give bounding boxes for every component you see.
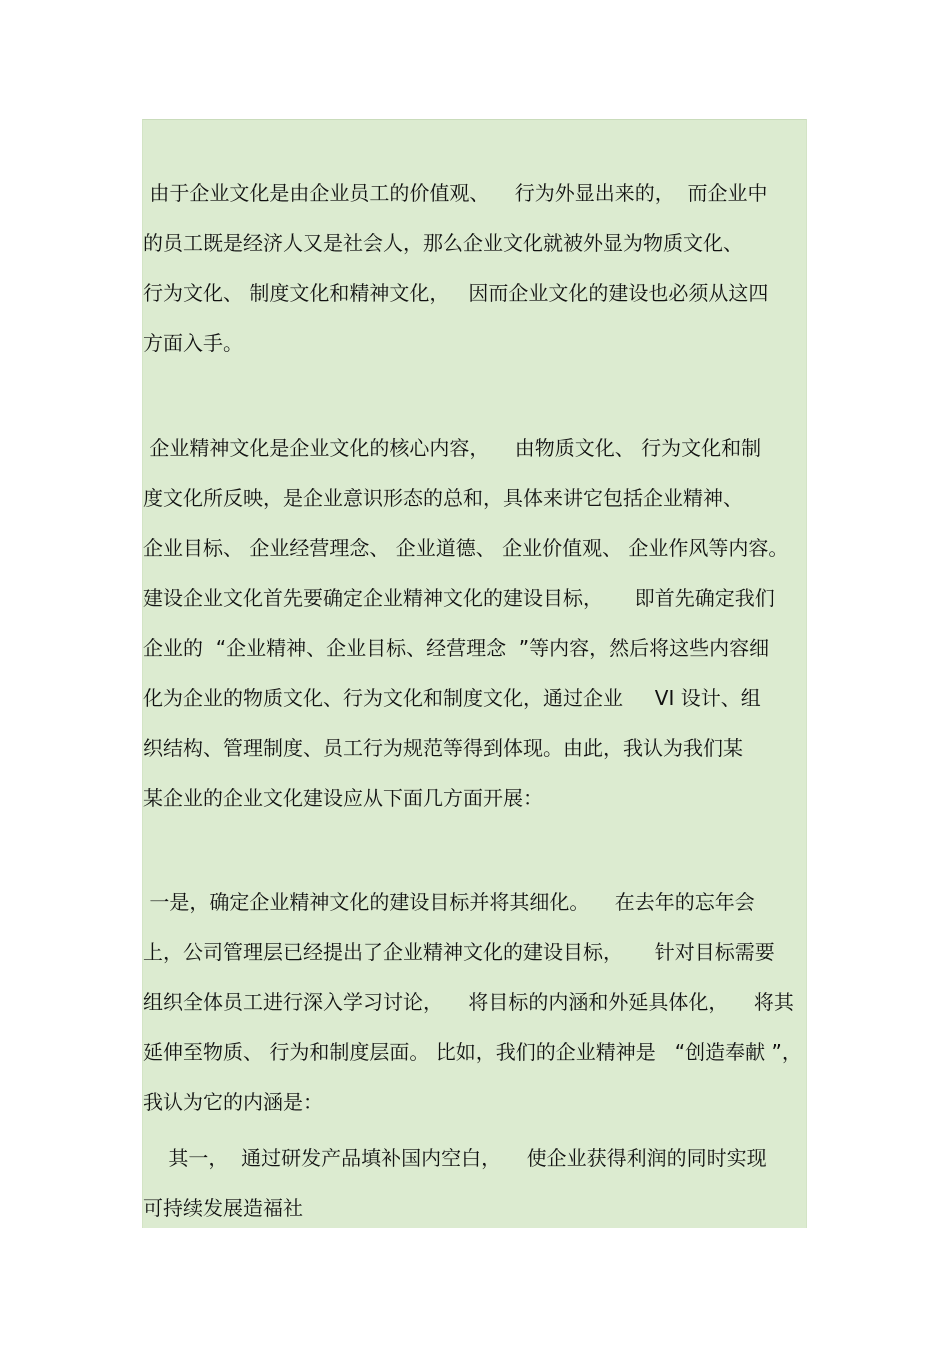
- text-line: 我认为它的内涵是：: [143, 1090, 323, 1114]
- text-line: 组织全体员工进行深入学习讨论， 将目标的内涵和外延具体化， 将其: [143, 990, 794, 1014]
- text-line: 企业的 “企业精神、企业目标、经营理念 ”等内容，然后将这些内容细: [143, 636, 770, 660]
- text-line: 织结构、管理制度、员工行为规范等得到体现。由此，我认为我们某: [143, 736, 743, 760]
- text-line: 的员工既是经济人又是社会人，那么企业文化就被外显为物质文化、: [143, 231, 743, 255]
- text-line: 方面入手。: [143, 331, 243, 355]
- text-line: 可持续发展造福社: [143, 1196, 303, 1220]
- text-line: 某企业的企业文化建设应从下面几方面开展：: [143, 786, 543, 810]
- text-line: 上，公司管理层已经提出了企业精神文化的建设目标， 针对目标需要: [143, 940, 775, 964]
- text-line: 度文化所反映，是企业意识形态的总和，具体来讲它包括企业精神、: [143, 486, 743, 510]
- text-line: 其一， 通过研发产品填补国内空白， 使企业获得利润的同时实现: [143, 1146, 767, 1170]
- text-line: 建设企业文化首先要确定企业精神文化的建设目标， 即首先确定我们: [143, 586, 775, 610]
- text-line: 延伸至物质、 行为和制度层面。 比如，我们的企业精神是 “创造奉献 ”，: [143, 1040, 802, 1064]
- text-line: 一是，确定企业精神文化的建设目标并将其细化。 在去年的忘年会: [143, 890, 755, 914]
- text-line: 化为企业的物质文化、行为文化和制度文化，通过企业 VI 设计、组: [143, 686, 761, 710]
- text-line: 由于企业文化是由企业员工的价值观、 行为外显出来的， 而企业中: [143, 181, 768, 205]
- text-line: 行为文化、 制度文化和精神文化， 因而企业文化的建设也必须从这四: [143, 281, 769, 305]
- text-line: 企业精神文化是企业文化的核心内容， 由物质文化、 行为文化和制: [143, 436, 762, 460]
- highlighted-text-block: [142, 119, 807, 1228]
- text-line: 企业目标、 企业经营理念、 企业道德、 企业价值观、 企业作风等内容。: [143, 536, 789, 560]
